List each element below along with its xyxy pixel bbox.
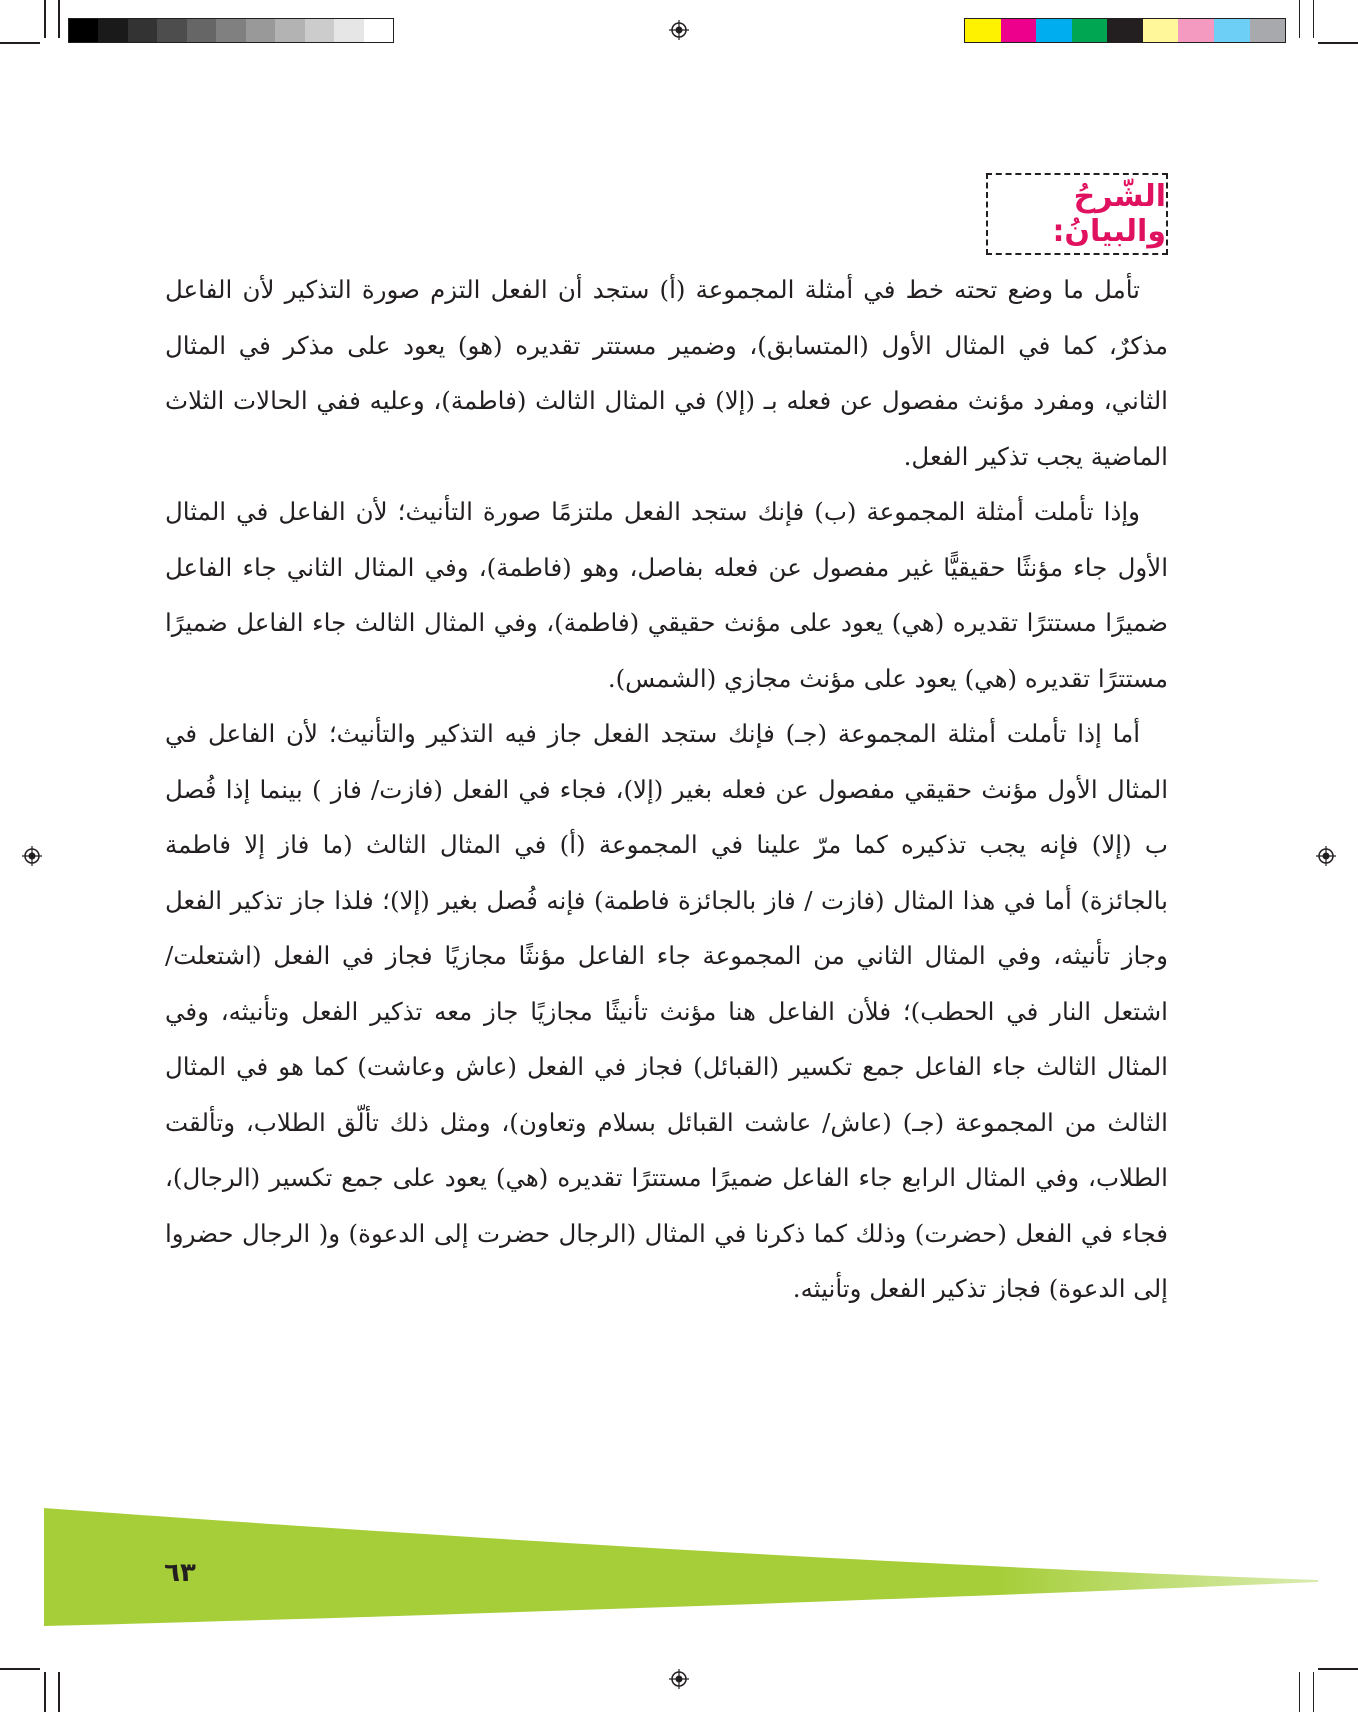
crop-mark [44,0,46,38]
color-swatch [965,19,1001,42]
color-swatch [216,19,245,42]
color-swatch [187,19,216,42]
registration-mark-icon [669,1669,689,1689]
registration-mark-icon [22,846,42,866]
footer-green-band [44,1508,1318,1626]
crop-mark [1313,1672,1315,1712]
paragraph: أما إذا تأملت أمثلة المجموعة (جـ) فإنك ستجد الفعل جاز فيه التذكير والتأنيث؛ لأن الفاعل في المثال الأول مؤنث حقيقي مفصول عن فعله بغير (إلا)، فجاء في الفعل (فازت/ فاز ) بينما إذا فُصل ب (إلا) فإنه يجب تذكيره كما مرّ علينا في المجموعة (أ) في المثال الثالث (ما فاز إلا فاطمة بالجائزة) أما في هذا المثال (فازت / فاز بالجائزة فاطمة) فإنه فُصل بغير (إلا)؛ فلذا جاز تذكير الفعل وجاز تأنيثه، وفي المثال الثاني من المجموعة جاء الفاعل مؤنثًا مجازيًا فجاز في الفعل (اشتعلت/ اشتعل النار في الحطب)؛ فلأن الفاعل هنا مؤنث تأنيثًا مجازيًا جاز معه تذكير الفعل وتأنيثه، وفي المثال الثالث جاء الفاعل جمع تكسير (القبائل) فجاز في الفعل (عاش وعاشت) كما هو في المثال الثالث من المجموعة (جـ) (عاش/ عاشت القبائل بسلام وتعاون)، ومثل ذلك تألّق الطلاب، وتألقت الطلاب، وفي المثال الرابع جاء الفاعل ضميرًا مستترًا تقديره (هي) يعود على جمع تكسير (الرجال)، فجاء في الفعل (حضرت) وذلك كما ذكرنا في المثال (الرجال حضرت إلى الدعوة) و( الرجال حضروا إلى الدعوة) فجاز تذكير الفعل وتأنيثه. [165,719,1168,1303]
color-swatch [1178,19,1214,42]
color-swatch [275,19,304,42]
color-swatch [98,19,127,42]
crop-mark [44,1672,46,1712]
paragraph: وإذا تأملت أمثلة المجموعة (ب) فإنك ستجد الفعل ملتزمًا صورة التأنيث؛ لأن الفاعل في المثال الأول جاء مؤنثًا حقيقيًّا غير مفصول عن فعله بفاصل، وهو (فاطمة)، وفي المثال الثاني جاء الفاعل ضميرًا مستترًا تقديره (هي) يعود على مؤنث حقيقي (فاطمة)، وفي المثال الثالث جاء الفاعل ضميرًا مستترًا تقديره (هي) يعود على مؤنث مجازي (الشمس). [165,497,1168,693]
color-swatch [246,19,275,42]
process-color-bar [964,18,1286,43]
color-swatch [157,19,186,42]
crop-mark [1299,1672,1301,1712]
crop-mark [0,42,40,44]
color-swatch [1036,19,1072,42]
crop-mark [58,0,60,38]
color-swatch [1250,19,1286,42]
color-swatch [305,19,334,42]
crop-mark [1318,1668,1358,1670]
color-swatch [1107,19,1143,42]
paragraph: تأمل ما وضع تحته خط في أمثلة المجموعة (أ) ستجد أن الفعل التزم صورة التذكير لأن الفاعل مذكرٌ، كما في المثال الأول (المتسابق)، وضمير مستتر تقديره (هو) يعود على مذكر في المثال الثاني، ومفرد مؤنث مفصول عن فعله بـ (إلا) في المثال الثالث (فاطمة)، وعليه ففي الحالات الثلاث الماضية يجب تذكير الفعل. [165,275,1168,471]
color-swatch [1001,19,1037,42]
crop-mark [1299,0,1301,38]
color-swatch [1143,19,1179,42]
color-swatch [69,19,98,42]
section-heading: الشّرحُ والبيانُ: [1052,179,1166,249]
registration-mark-icon [669,20,689,40]
color-swatch [1214,19,1250,42]
color-swatch [364,19,393,42]
registration-mark-icon [1316,846,1336,866]
crop-mark [58,1672,60,1712]
section-heading-box [986,173,1168,255]
color-swatch [128,19,157,42]
grayscale-color-bar [68,18,394,43]
body-text [165,262,1168,1317]
crop-mark [1313,0,1315,38]
color-swatch [1072,19,1108,42]
color-swatch [334,19,363,42]
page-number: ٦٣ [164,1558,196,1588]
crop-mark [1318,42,1358,44]
crop-mark [0,1668,40,1670]
